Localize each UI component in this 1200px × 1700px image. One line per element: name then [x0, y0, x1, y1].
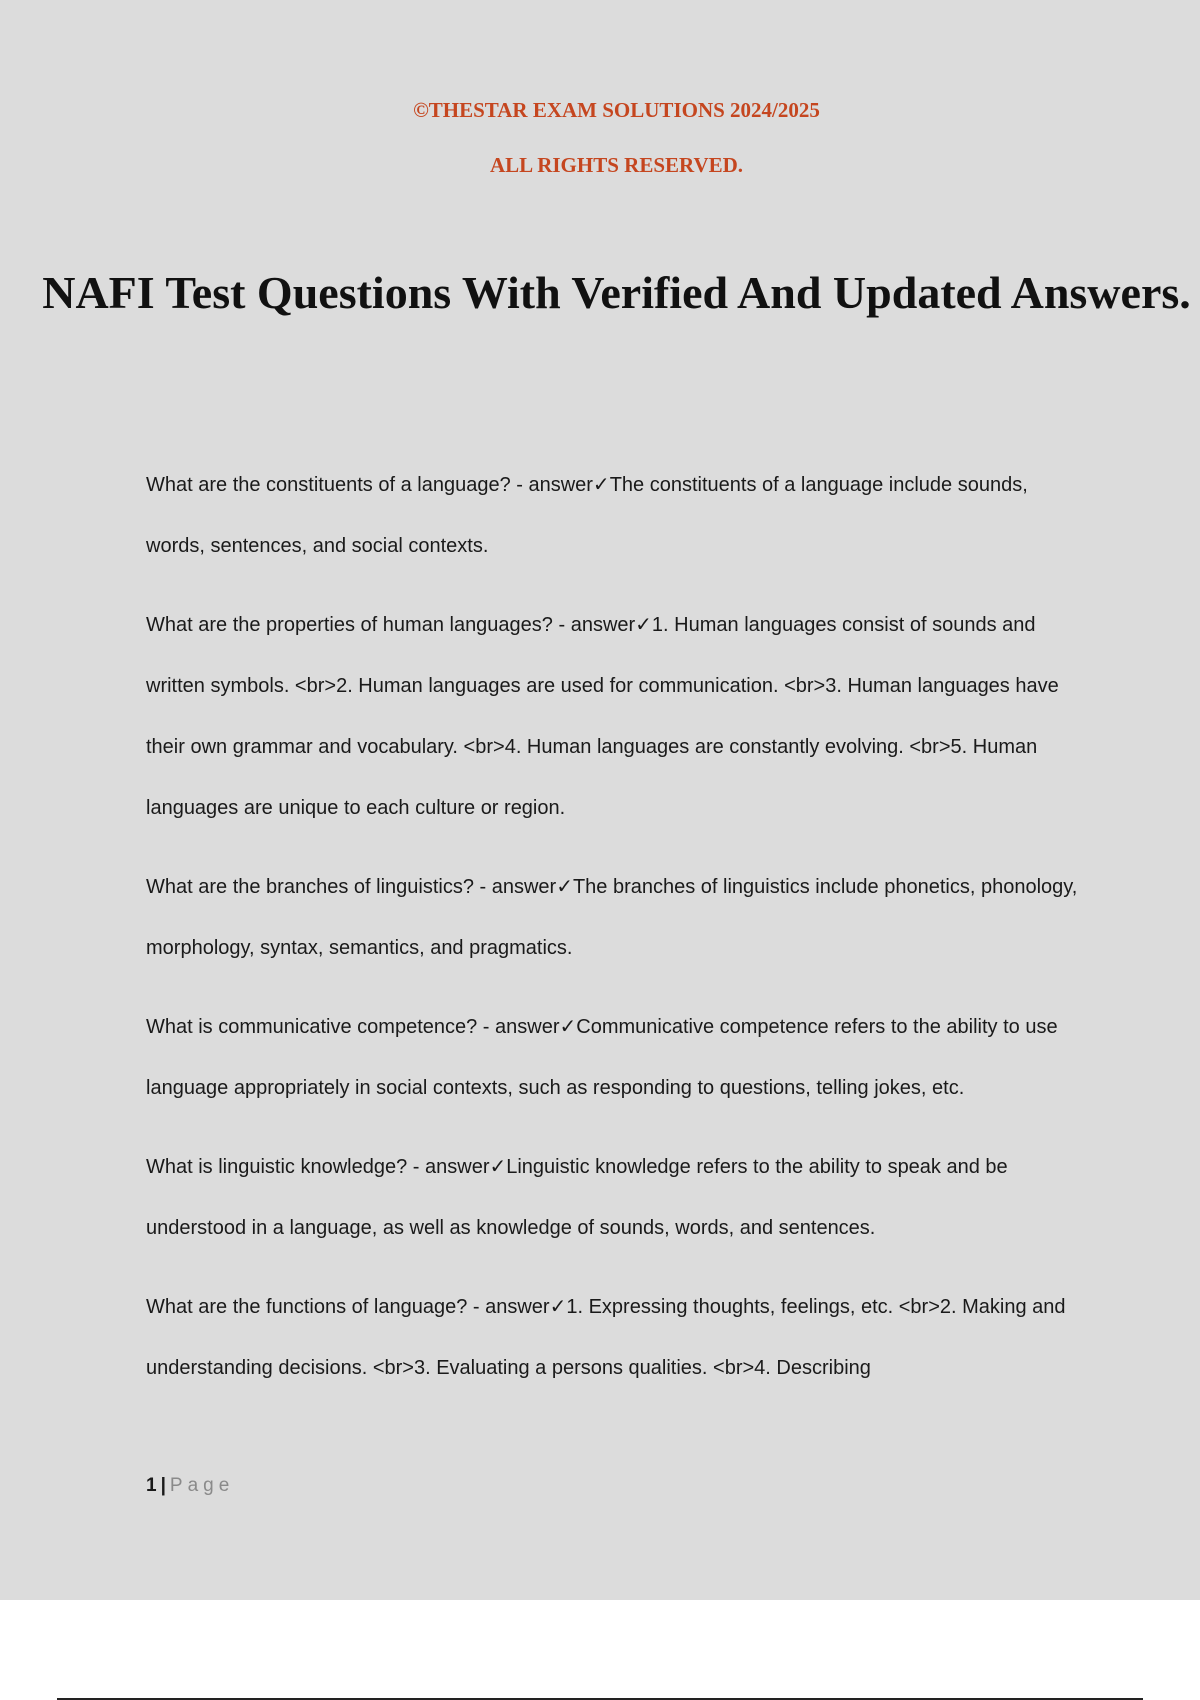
qa-item-communicative-competence: What is communicative competence? - answer✓Communicative competence refers to the ability to use language appropriately in social contexts, such as responding to questions, telling jokes, etc.	[146, 1016, 1058, 1099]
page-footer	[146, 1475, 234, 1497]
document-title: NAFI Test Questions With Verified And Updated Answers.	[42, 267, 1191, 318]
qa-item-linguistic-knowledge: What is linguistic knowledge? - answer✓Linguistic knowledge refers to the ability to speak and be understood in a language, as well as knowledge of sounds, words, and sentences.	[146, 1156, 1008, 1239]
copyright-notice: ©THESTAR EXAM SOLUTIONS 2024/2025	[413, 98, 820, 122]
page-label: Page	[169, 1475, 235, 1496]
qa-item-functions: What are the functions of language? - answer✓1. Expressing thoughts, feelings, etc. <br>2. Making and understanding decisions. <br>3. Evaluating a persons qualities. <br>4. Describing	[146, 1296, 1066, 1379]
qa-item-properties: What are the properties of human languages? - answer✓1. Human languages consist of sounds and written symbols. <br>2. Human languages are used for communication. <br>3. Human languages have their own grammar and vocabulary. <br>4. Human languages are constantly evolving. <br>5. Human languages are unique to each culture or region.	[146, 614, 1059, 819]
page-separator: |	[160, 1475, 166, 1496]
qa-item-branches: What are the branches of linguistics? - answer✓The branches of linguistics include phonetics, phonology, morphology, syntax, semantics, and pragmatics.	[146, 876, 1078, 959]
page-number: 1	[146, 1475, 157, 1496]
qa-list	[146, 455, 1091, 1417]
qa-item-constituents: What are the constituents of a language? - answer✓The constituents of a language include sounds, words, sentences, and social contexts.	[146, 474, 1028, 557]
rights-reserved-notice: ALL RIGHTS RESERVED.	[489, 153, 744, 177]
